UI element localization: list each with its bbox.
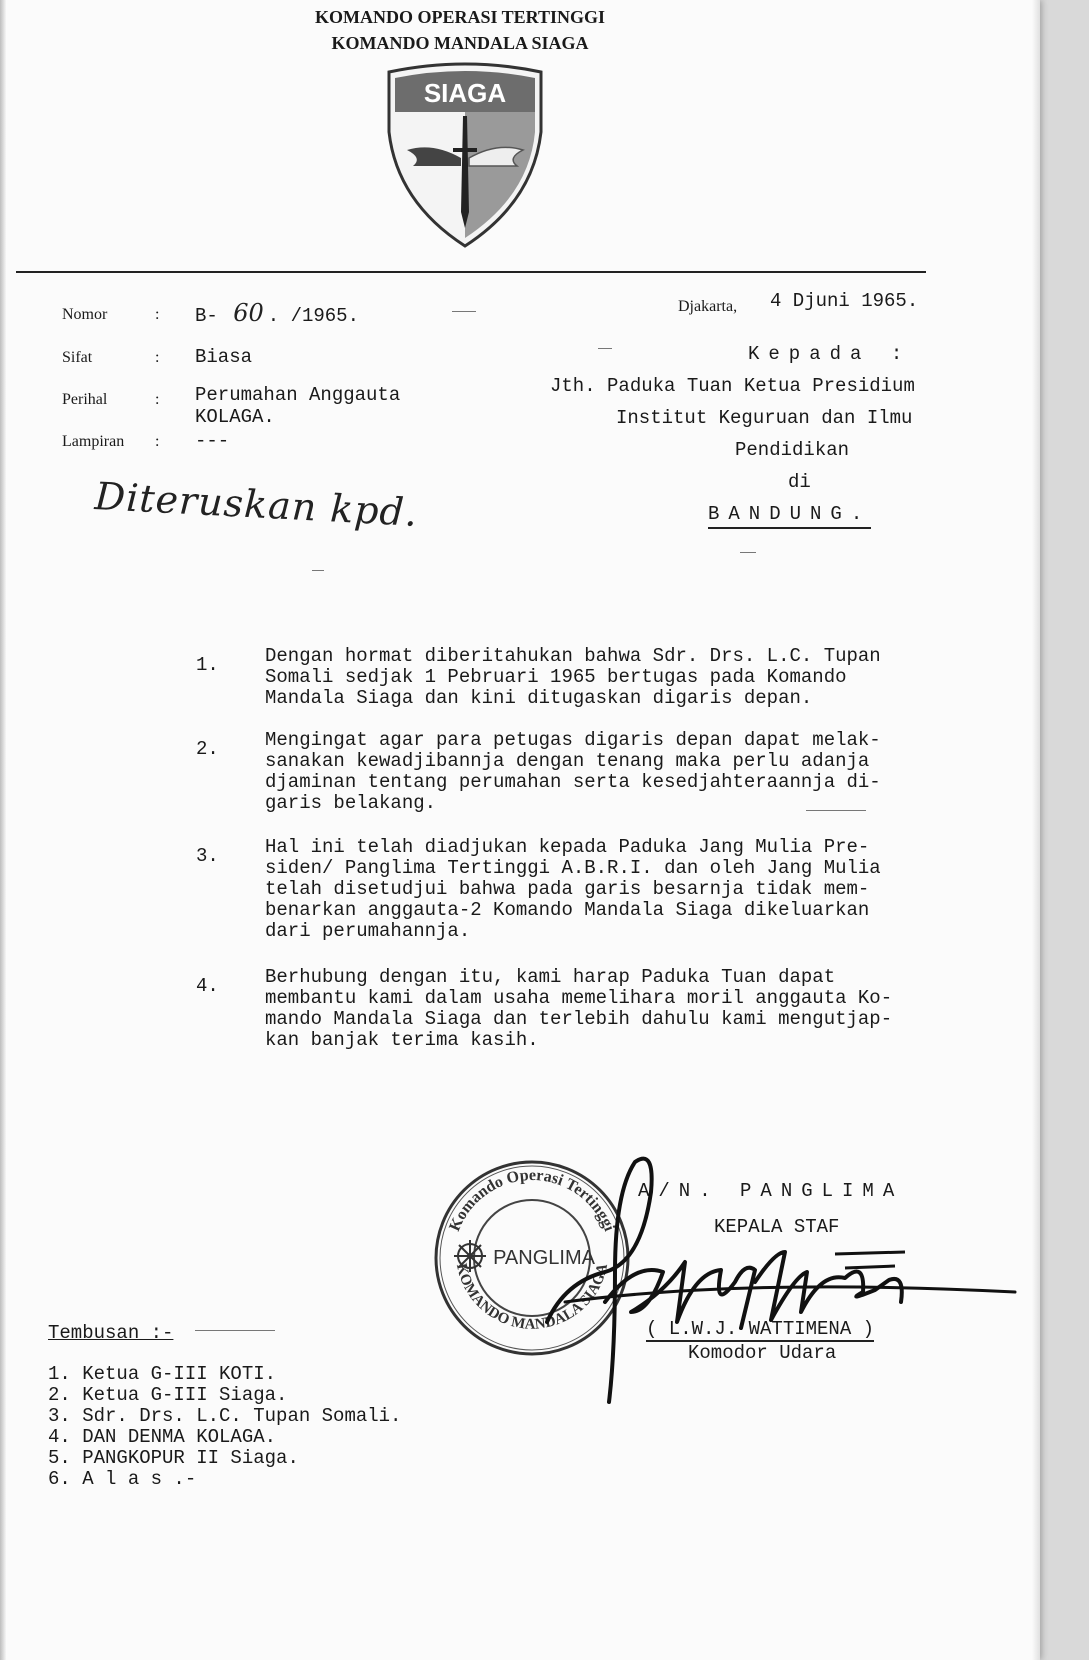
paragraph-line: Mandala Siaga dan kini ditugaskan digaris depan. bbox=[265, 687, 813, 709]
stamp-top-text: Komando Operasi Tertinggi bbox=[446, 1166, 618, 1234]
scan-speck bbox=[598, 348, 612, 349]
paragraph-4 bbox=[265, 967, 975, 1051]
scan-speck bbox=[740, 552, 756, 553]
letter-date: 4 Djuni 1965. bbox=[770, 290, 919, 312]
paragraph-line: benarkan anggauta-2 Komando Mandala Siaga dikeluarkan bbox=[265, 899, 870, 921]
paragraph-line: sanakan kewadjibannja dengan tenang maka perlu adanja bbox=[265, 750, 870, 772]
lampiran-colon: : bbox=[155, 433, 160, 450]
recipient-line3: Pendidikan bbox=[735, 439, 850, 461]
paragraph-line: telah disetudjui bahwa pada garis besarnja tidak mem- bbox=[265, 878, 870, 900]
signatory-rank: Komodor Udara bbox=[688, 1342, 837, 1364]
paragraph-line: garis belakang. bbox=[265, 792, 437, 814]
sifat-value: Biasa bbox=[195, 346, 253, 368]
sifat-colon: : bbox=[155, 349, 160, 366]
recipient-line1: Jth. Paduka Tuan Ketua Presidium bbox=[550, 375, 915, 397]
scan-speck bbox=[195, 1330, 275, 1331]
recipient-city: BANDUNG. bbox=[708, 503, 871, 529]
paragraph-line: Hal ini telah diadjukan kepada Paduka Jang Mulia Pre- bbox=[265, 836, 870, 858]
place-label: Djakarta, bbox=[678, 298, 738, 315]
paragraph-3 bbox=[265, 837, 975, 942]
nomor-value bbox=[195, 299, 359, 327]
paragraph-line: Mengingat agar para petugas digaris depan dapat melak- bbox=[265, 729, 881, 751]
list-item: 1. Ketua G-III KOTI. bbox=[48, 1363, 277, 1385]
paragraph-line: kan banjak terima kasih. bbox=[265, 1029, 539, 1051]
signatory-name: ( L.W.J. WATTIMENA ) bbox=[646, 1318, 875, 1340]
nomor-prefix: B- bbox=[195, 305, 218, 327]
paragraph-line: mando Mandala Siaga dan terlebih dahulu kami mengutjap- bbox=[265, 1008, 893, 1030]
tembusan-title: Tembusan :- bbox=[48, 1322, 174, 1344]
list-item: 5. PANGKOPUR II Siaga. bbox=[48, 1447, 299, 1469]
letterhead bbox=[250, 4, 670, 56]
nomor-colon: : bbox=[155, 306, 160, 323]
perihal-colon: : bbox=[155, 391, 160, 408]
scan-speck bbox=[806, 810, 866, 811]
siaga-shield-emblem bbox=[383, 62, 547, 250]
nomor-label: Nomor bbox=[62, 306, 108, 323]
perihal-line1: Perumahan Anggauta bbox=[195, 384, 401, 406]
paragraph-line: Berhubung dengan itu, kami harap Paduka Tuan dapat bbox=[265, 966, 836, 988]
letterhead-line1: KOMANDO OPERASI TERTINGGI bbox=[314, 7, 606, 27]
stamp-center-text: PANGLIMA bbox=[493, 1247, 595, 1269]
lampiran-value: --- bbox=[195, 430, 230, 452]
perihal-value bbox=[195, 384, 400, 428]
paragraph-1-number: 1. bbox=[196, 654, 219, 676]
paragraph-line: djaminan tentang perumahan serta kesedjahteraannja di- bbox=[265, 771, 881, 793]
paragraph-1 bbox=[265, 646, 975, 709]
paragraph-line: membantu kami dalam usaha memelihara moril anggauta Ko- bbox=[265, 987, 893, 1009]
nomor-handwritten: 60 bbox=[233, 299, 264, 327]
paragraph-line: Somali sedjak 1 Pebruari 1965 bertugas pada Komando bbox=[265, 666, 847, 688]
stamp-bottom-text: KOMANDO MANDALA SIAGA bbox=[452, 1261, 612, 1333]
tembusan-list bbox=[48, 1364, 401, 1490]
list-item: 3. Sdr. Drs. L.C. Tupan Somali. bbox=[48, 1405, 402, 1427]
recipient-line4: di bbox=[788, 471, 811, 493]
nomor-suffix: . /1965. bbox=[267, 305, 359, 327]
signature-an-panglima: A/N. PANGLIMA bbox=[638, 1180, 904, 1202]
signature-kepala-staf: KEPALA STAF bbox=[714, 1216, 840, 1238]
paragraph-line: dari perumahannja. bbox=[265, 920, 471, 942]
svg-text:SIAGA: SIAGA bbox=[423, 78, 507, 108]
handwritten-note: Diteruskan kpd. bbox=[93, 474, 420, 535]
paragraph-2-number: 2. bbox=[196, 738, 219, 760]
scan-speck bbox=[452, 311, 476, 312]
sifat-label: Sifat bbox=[62, 349, 93, 366]
paragraph-2 bbox=[265, 730, 975, 814]
paragraph-4-number: 4. bbox=[196, 975, 219, 997]
lampiran-label: Lampiran bbox=[62, 433, 125, 450]
scan-speck bbox=[312, 570, 324, 571]
list-item: 6. A l a s .- bbox=[48, 1468, 197, 1490]
letterhead-line2: KOMANDO MANDALA SIAGA bbox=[331, 33, 589, 53]
perihal-label: Perihal bbox=[62, 391, 108, 408]
list-item: 2. Ketua G-III Siaga. bbox=[48, 1384, 288, 1406]
handwritten-signature bbox=[545, 1152, 1025, 1412]
list-item: 4. DAN DENMA KOLAGA. bbox=[48, 1426, 277, 1448]
kepada-heading: Kepada : bbox=[748, 343, 912, 365]
tembusan-heading bbox=[48, 1322, 173, 1344]
paragraph-3-number: 3. bbox=[196, 845, 219, 867]
perihal-line2: KOLAGA. bbox=[195, 406, 275, 428]
paragraph-line: siden/ Panglima Tertinggi A.B.R.I. dan oleh Jang Mulia bbox=[265, 857, 881, 879]
recipient-line2: Institut Keguruan dan Ilmu bbox=[616, 407, 913, 429]
paragraph-line: Dengan hormat diberitahukan bahwa Sdr. Drs. L.C. Tupan bbox=[265, 645, 881, 667]
header-rule bbox=[16, 271, 926, 273]
